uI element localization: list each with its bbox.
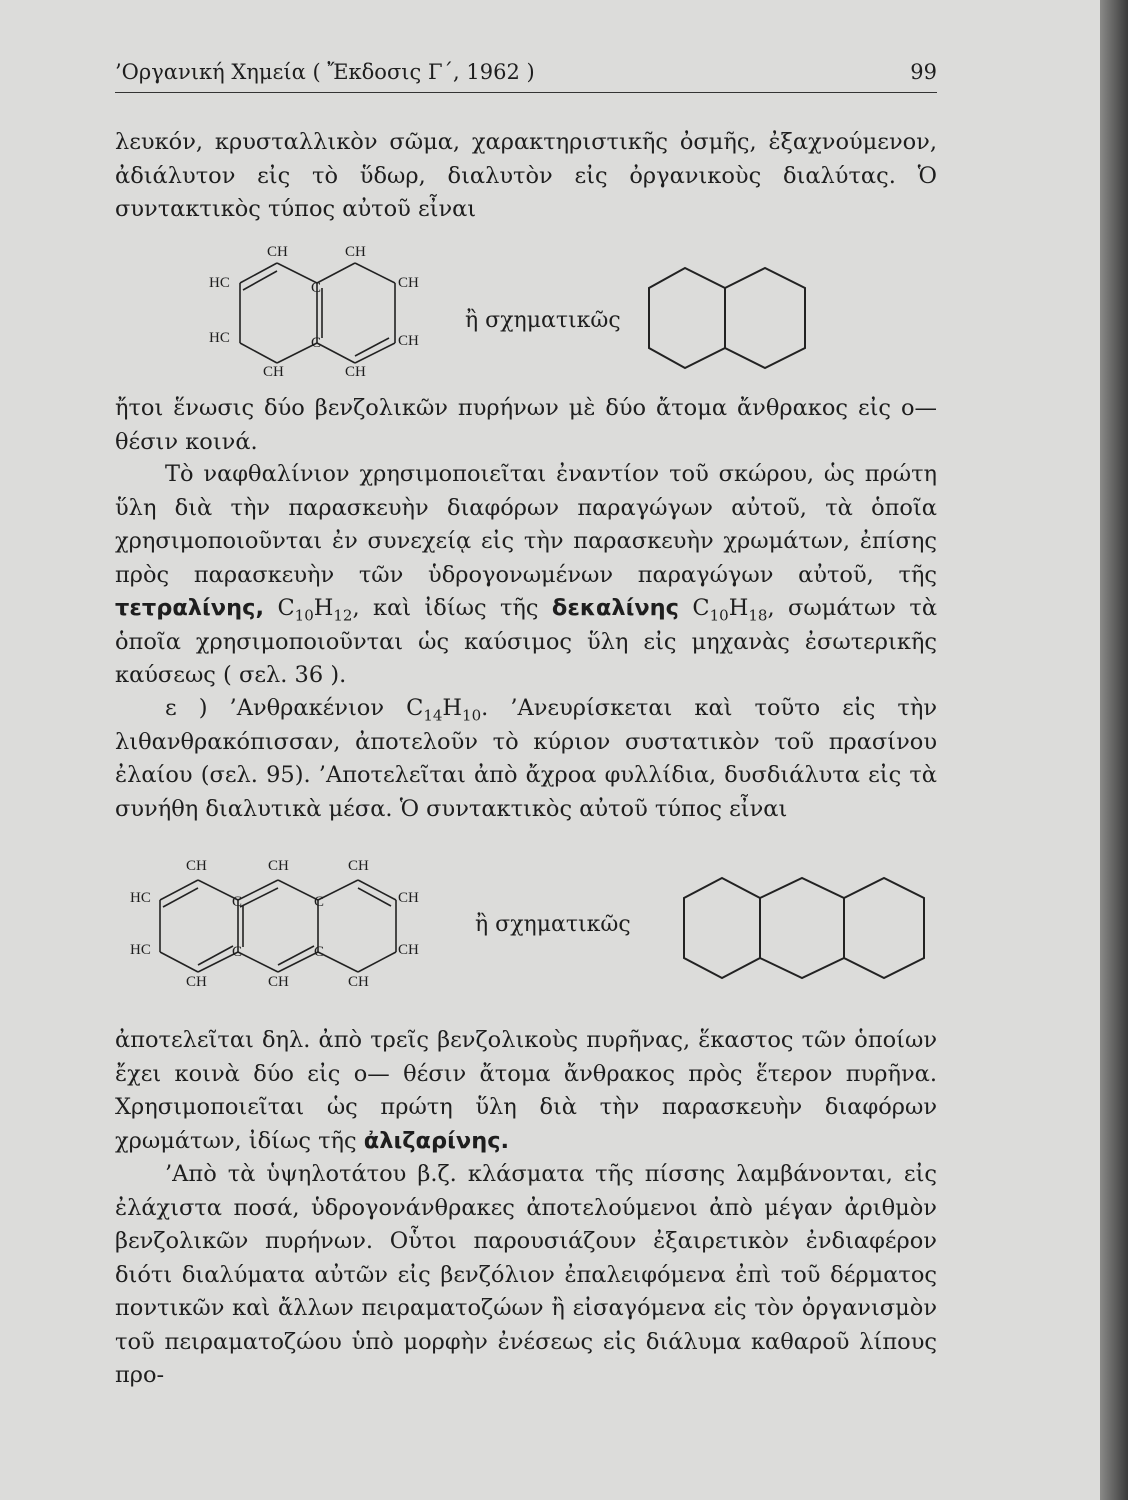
atom-label: HC: [209, 330, 230, 346]
anthracene-structural-formula: [128, 852, 458, 1002]
anthracene-skeletal-formula: [680, 872, 930, 984]
atom-label: CH: [348, 974, 369, 990]
running-header: [115, 58, 937, 90]
anthracene-bonds: [128, 852, 458, 1002]
schematic-label: ἢ σχηματικῶς: [465, 308, 621, 333]
atom-label: C: [314, 894, 325, 910]
paragraph-3: Τὸ ναφθαλίνιον χρησιμοποιεῖται ἐναντίον τοῦ σκώρου, ὡς πρώτη ὕλη διὰ τὴν παρασκευὴν διαφόρων παραγώγων αὐτοῦ, τὰ ὁποῖα χρησιμοποιοῦνται ἐν συνεχείᾳ εἰς τὴν παρασκευὴν χρωμάτων, ἐπίσης πρὸς παρασκευὴν τῶν ὑδρογονωμένων παραγώγων αὐτοῦ, τῆς τετραλίνης, $C_{10}H_{12}$, καὶ ἰδίως τῆς δεκαλίνης $C_{10}H_{18}$, σωμάτων τὰ ὁποῖα χρησιμοποιοῦνται ὡς καύσιμος ὕλη εἰς μηχανὰς ἐσωτερικῆς καύσεως ( σελ. 36 ).: [115, 461, 938, 688]
schematic-label: ἢ σχηματικῶς: [475, 912, 631, 937]
atom-label: CH: [345, 364, 366, 380]
naphthalene-structural-formula: [195, 238, 445, 388]
paragraph-3-text: Τὸ ναφθαλίνιον χρησιμοποιεῖται ἐναντίον τοῦ σκώρου, ὡς πρώτη ὕλη διὰ τὴν παρασκευὴν διαφόρων παραγώγων αὐτοῦ, τὰ ὁποῖα χρησιμοποιοῦνται ἐν συνεχείᾳ εἰς τὴν παρασκευὴν χρωμάτων, ἐπίσης πρὸς παρασκευὴν τῶν ὑδρογονωμένων παραγώγων αὐτοῦ, τῆς: [115, 461, 937, 588]
atom-label: CH: [348, 858, 369, 874]
page-number: 99: [910, 60, 937, 84]
atom-label: C: [311, 280, 322, 296]
atom-label: HC: [209, 275, 230, 291]
page-edge-shadow: [1100, 0, 1128, 1500]
atom-label: CH: [268, 974, 289, 990]
atom-label: CH: [345, 244, 366, 260]
paragraph-4: ε ) ’Ανθρακένιον $C_{14}H_{10}$. ’Ανευρίσκεται καὶ τοῦτο εἰς τὴν λιθανθρακόπισσαν, ἀποτελοῦν τὸ κύριον συστατικὸν τοῦ πρασίνου ἐλαίου (σελ. 95). ’Αποτελεῖται ἀπὸ ἄχροα φυλλίδια, δυσδιάλυτα εἰς τὰ συνήθη διαλυτικὰ μέσα. Ὁ συντακτικὸς αὐτοῦ τύπος εἶναι: [115, 695, 937, 822]
atom-label: CH: [268, 858, 289, 874]
atom-label: CH: [186, 974, 207, 990]
tetralin-formula: $C_{10}H_{12}$: [277, 595, 353, 625]
atom-label: C: [314, 944, 325, 960]
atom-label: CH: [398, 890, 419, 906]
atom-label: CH: [267, 244, 288, 260]
paragraph-6: ’Απὸ τὰ ὑψηλοτάτου β.ζ. κλάσματα τῆς πίσσης λαμβάνονται, εἰς ἐλάχιστα ποσά, ὑδρογονάνθρακες ἀποτελούμενοι ἀπὸ μέγαν ἀριθμὸν βενζολικῶν πυρήνων. Οὗτοι παρουσιάζουν ἐξαιρετικὸν ἐνδιαφέρον διότι διαλύματα αὐτῶν εἰς βενζόλιον ἐπαλειφόμενα ἐπὶ τοῦ δέρματος ποντικῶν καὶ ἄλλων πειραματοζώων ἢ εἰσαγόμενα εἰς τὸν ὀργανισμὸν τοῦ πειραματοζώου ὑπὸ μορφὴν ἐνέσεως εἰς διάλυμα καθαροῦ λίπους προ-: [115, 1161, 937, 1388]
atom-label: CH: [398, 333, 419, 349]
decalin-formula: $C_{10}H_{18}$: [692, 595, 768, 625]
tetralin-term: τετραλίνης,: [115, 595, 265, 621]
anthracene-formula: $C_{14}H_{10}$: [406, 695, 482, 725]
atom-label: CH: [263, 364, 284, 380]
atom-label: C: [232, 944, 243, 960]
naphthalene-skeletal-formula: [645, 262, 815, 374]
atom-label: C: [311, 335, 322, 351]
header-title: ’Οργανική Χημεία ( Ἔκδοσις Γ΄, 1962 ): [115, 60, 535, 84]
paragraph-5: [115, 1024, 937, 1158]
atom-label: CH: [398, 275, 419, 291]
paragraph-1: λευκόν, κρυσταλλικὸν σῶμα, χαρακτηριστικῆς ὀσμῆς, ἐξαχνούμενον, ἀδιάλυτον εἰς τὸ ὕδωρ, διαλυτὸν εἰς ὀργανικοὺς διαλύτας. Ὁ συντακτικὸς τύπος αὐτοῦ εἶναι: [115, 129, 937, 222]
decalin-term: δεκαλίνης: [551, 595, 680, 621]
atom-label: HC: [130, 942, 151, 958]
anthracene-heading: ε ) ’Ανθρακένιον: [165, 695, 385, 721]
header-rule: [115, 92, 937, 93]
paragraph-2: ἤτοι ἕνωσις δύο βενζολικῶν πυρήνων μὲ δύο ἄτομα ἄνθρακος εἰς o—θέσιν κοινά.: [115, 395, 937, 455]
atom-label: CH: [186, 858, 207, 874]
atom-label: C: [232, 894, 243, 910]
atom-label: HC: [130, 890, 151, 906]
paragraph-5-text: ἀποτελεῖται δηλ. ἀπὸ τρεῖς βενζολικοὺς πυρῆνας, ἕκαστος τῶν ὁποίων ἔχει κοινὰ δύο εἰς o— θέσιν ἄτομα ἄνθρακος πρὸς ἕτερον πυρῆνα. Χρησιμοποιεῖται ὡς πρώτη ὕλη διὰ τὴν παρασκευὴν διαφόρων χρωμάτων, ἰδίως τῆς: [115, 1027, 937, 1154]
alizarin-term: ἀλιζαρίνης.: [363, 1127, 510, 1154]
naphthalene-bonds: [195, 238, 445, 388]
atom-label: CH: [398, 942, 419, 958]
